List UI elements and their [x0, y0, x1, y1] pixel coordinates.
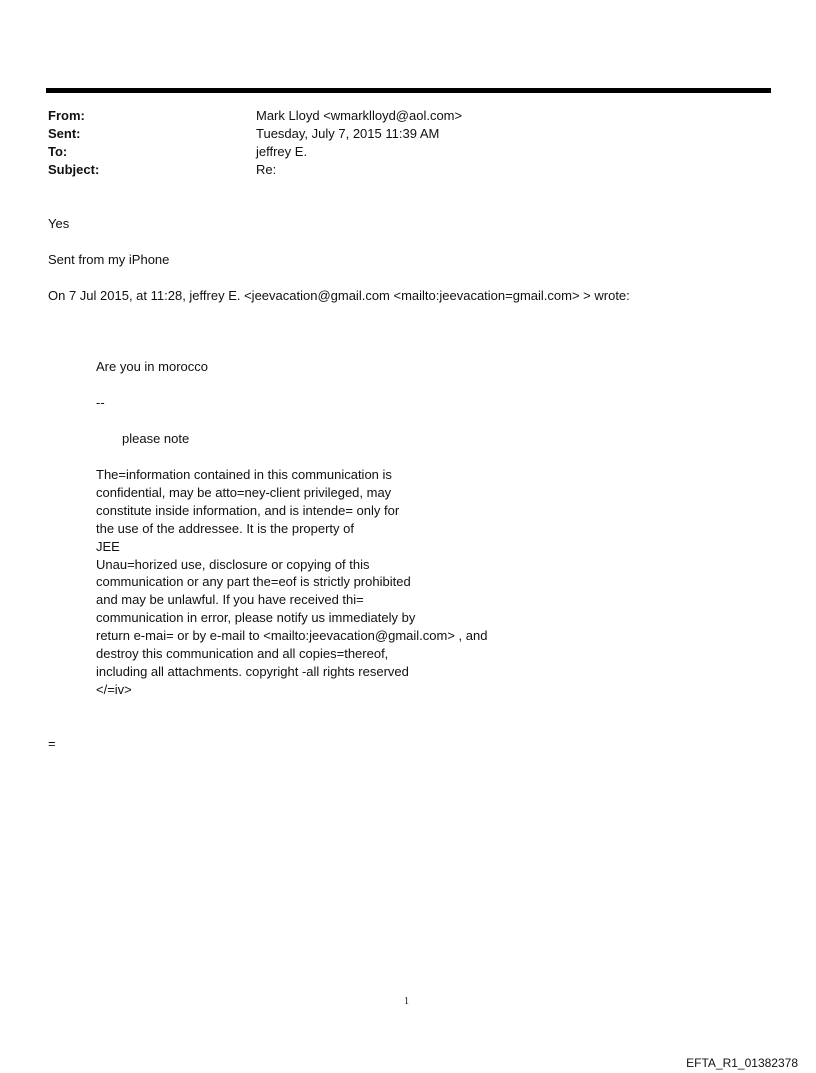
header-divider-rule	[46, 88, 771, 93]
disclaimer-line: communication in error, please notify us immediately by	[96, 610, 416, 626]
quote-separator: --	[96, 395, 105, 410]
subject-value: Re:	[256, 162, 277, 177]
disclaimer-line: constitute inside information, and is intende= only for	[96, 502, 400, 518]
trailing-equals: =	[48, 736, 56, 751]
from-value: Mark Lloyd <wmarklloyd@aol.com>	[256, 108, 463, 123]
disclaimer-line: destroy this communication and all copies=thereof,	[96, 646, 389, 662]
disclaimer-line: Unau=horized use, disclosure or copying of this	[96, 556, 370, 572]
subject-label: Subject:	[48, 162, 100, 177]
quote-intro: On 7 Jul 2015, at 11:28, jeffrey E. <jeevacation@gmail.com <mailto:jeevacation=gmail.com> > wrote:	[48, 288, 630, 303]
disclaimer-line: and may be unlawful. If you have received thi=	[96, 592, 364, 608]
sent-label: Sent:	[48, 126, 81, 141]
page-number: 1	[404, 996, 409, 1007]
disclaimer-line: the use of the addressee. It is the property of	[96, 520, 354, 536]
disclaimer-line: </=iv>	[96, 681, 132, 697]
sent-value: Tuesday, July 7, 2015 11:39 AM	[256, 126, 440, 141]
confidentiality-disclaimer	[96, 466, 487, 699]
disclaimer-line: including all attachments. copyright -all rights reserved	[96, 663, 409, 679]
disclaimer-line: communication or any part the=eof is strictly prohibited	[96, 574, 411, 590]
note-heading: please note	[122, 431, 190, 446]
signature-text: Sent from my iPhone	[48, 252, 170, 267]
disclaimer-line: The=information contained in this communication is	[96, 467, 392, 482]
reply-text: Yes	[48, 216, 70, 231]
from-label: From:	[48, 108, 85, 123]
to-value: jeffrey E.	[256, 144, 308, 159]
disclaimer-line: return e-mai= or by e-mail to <mailto:jeevacation@gmail.com> , and	[96, 628, 488, 644]
disclaimer-line: JEE	[96, 538, 120, 554]
disclaimer-line: confidential, may be atto=ney-client privileged, may	[96, 484, 392, 500]
to-label: To:	[48, 144, 68, 159]
bates-number: EFTA_R1_01382378	[686, 1056, 798, 1070]
quoted-message: Are you in morocco	[96, 359, 208, 374]
